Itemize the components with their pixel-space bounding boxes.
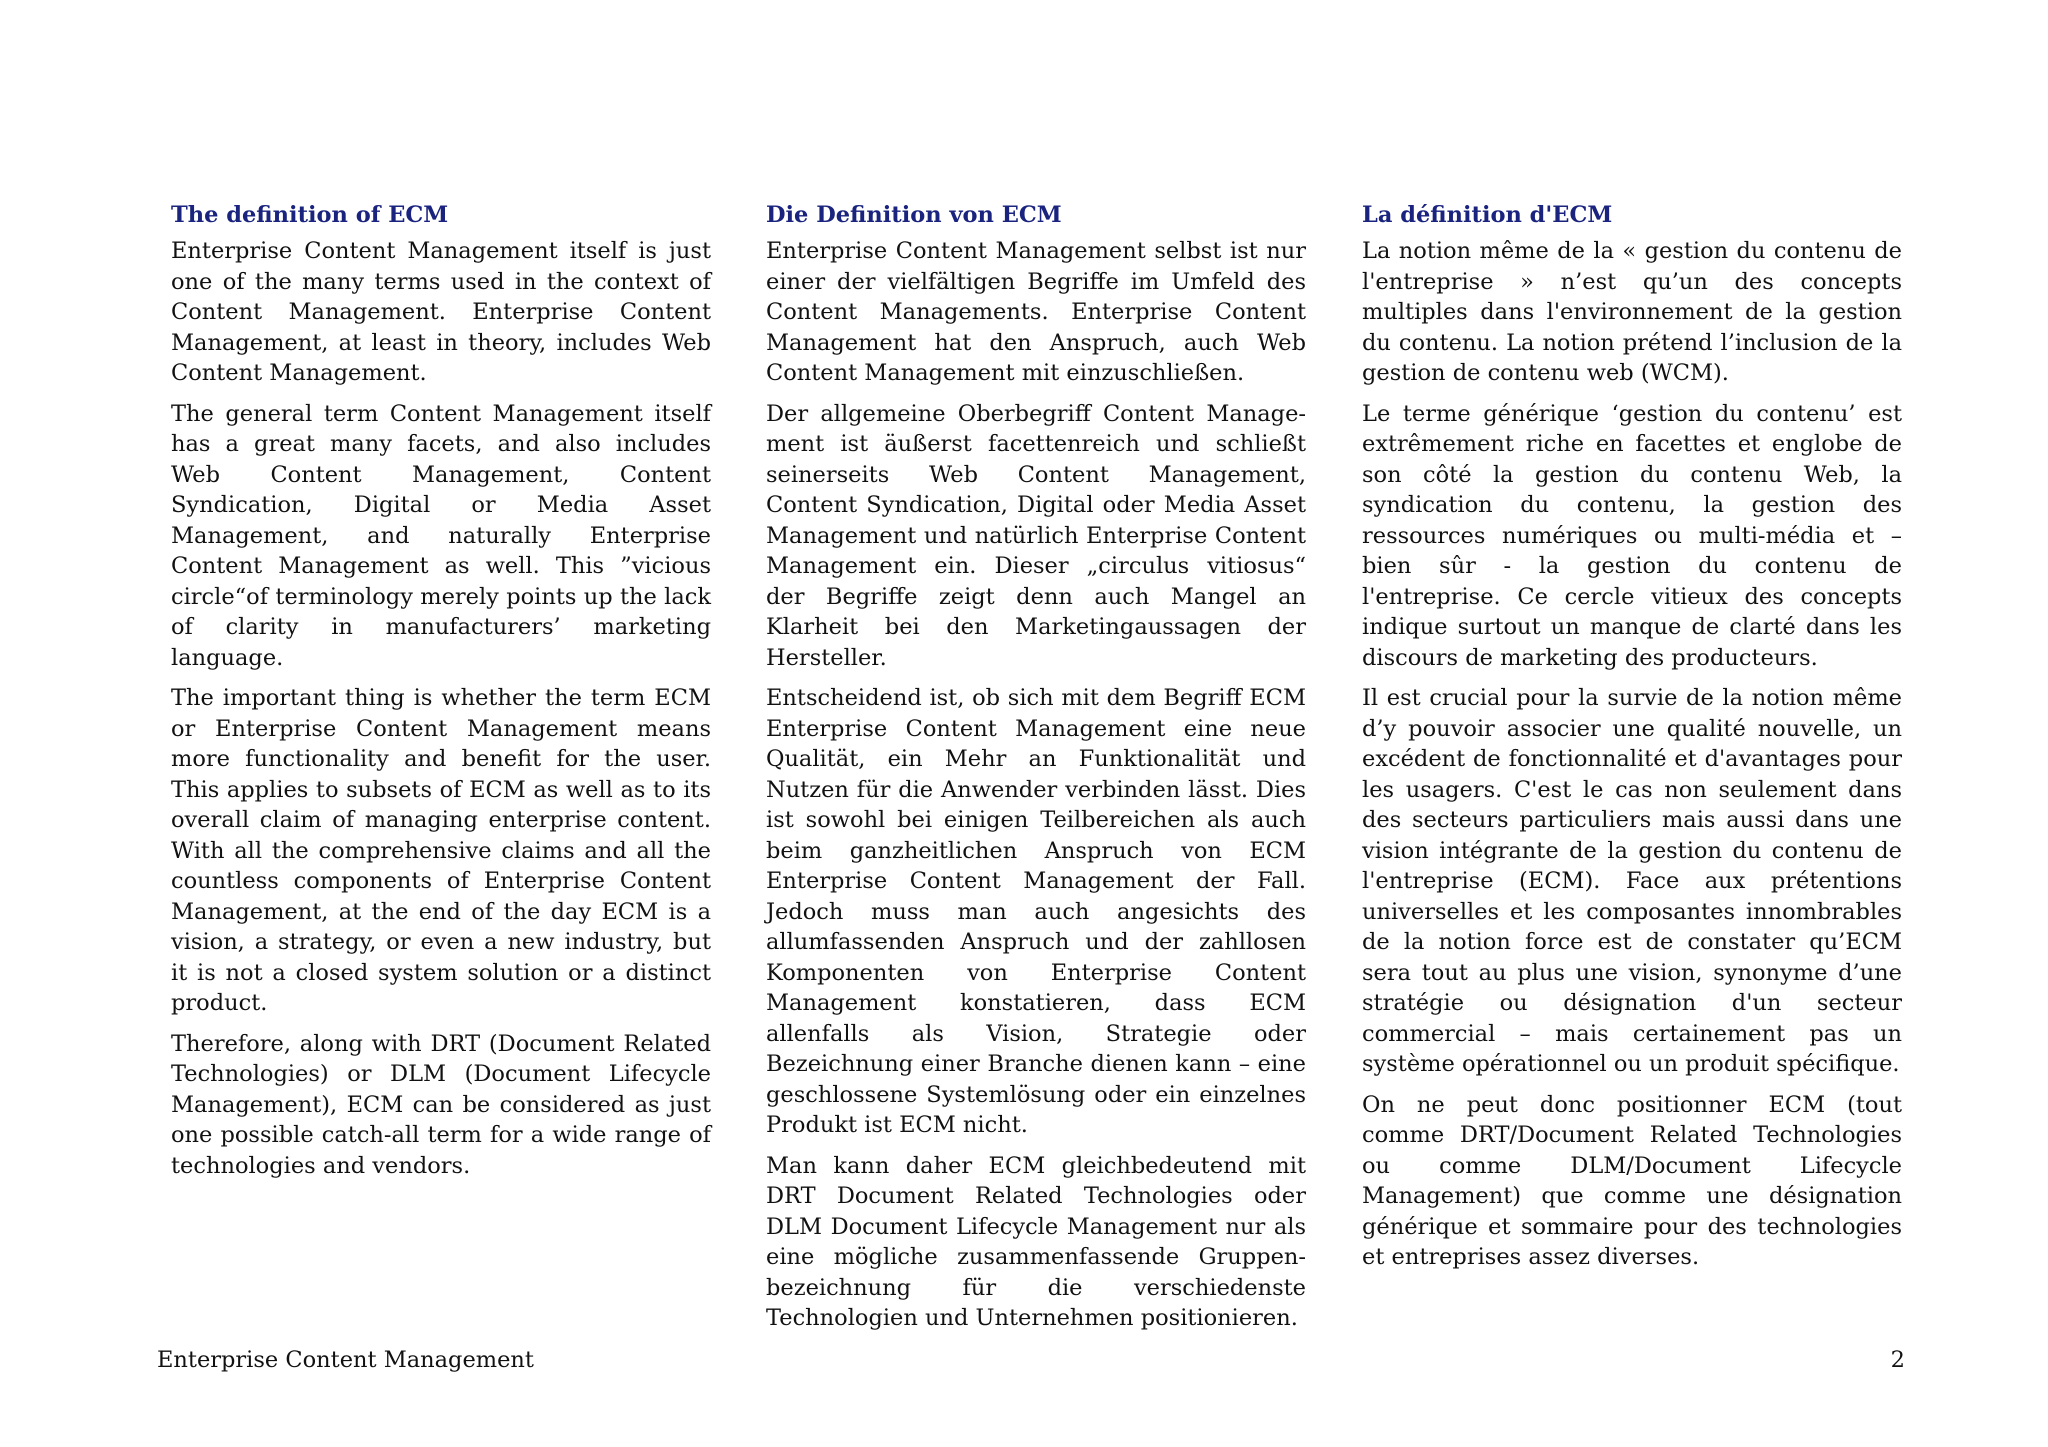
section-heading-german: Die Definition von ECM bbox=[766, 202, 1062, 228]
footer-title: Enterprise Content Management bbox=[157, 1347, 534, 1373]
paragraph: Entscheidend ist, ob sich mit dem Begriff ECM Enterprise Content Management eine neue Qualität, ein Mehr an Funktionalität und Nutzen für die Anwender verbinden lässt. Dies ist sowohl bei einigen Teilbereichen als auch beim ganzheitlichen Anspruch von ECM Enterprise Content Management der Fall. Jedoch muss man auch angesichts des allumfassenden Anspruch und der zahllosen Komponenten von Enterprise Content Management konstatieren, dass ECM allenfalls als Vision, Strategie oder Bezeichnung einer Branche dienen kann – eine geschlossene Systemlösung oder ein einzelnes Produkt ist ECM nicht. bbox=[766, 685, 1306, 1138]
section-heading-french: La définition d'ECM bbox=[1362, 202, 1613, 228]
column-french bbox=[1362, 196, 1902, 1283]
paragraph: The general term Content Management itself has a great many facets, and also includes Web Content Management, Content Syndication, Digital or Media Asset Management, and naturally Enterprise Content Management as well. This ”vicious circle“of terminology merely points up the lack of clarity in manufacturers’ marketing language. bbox=[171, 400, 711, 671]
paragraph: Enterprise Content Management selbst ist nur einer der vielfältigen Begriffe im Umfeld des Content Managements. Enterprise Content Management hat den Anspruch, auch Web Content Management mit einzuschließen. bbox=[766, 238, 1306, 386]
paragraph: La notion même de la « gestion du contenu de l'entreprise » n’est qu’un des concepts multiples dans l'environnement de la gestion du contenu. La notion prétend l’inclusion de la gestion de contenu web (WCM). bbox=[1362, 238, 1902, 386]
column-english bbox=[171, 196, 711, 1191]
paragraph: Der allgemeine Oberbegriff Content Manage-ment ist äußerst facettenreich und schließt seinerseits Web Content Management, Content Syndication, Digital oder Media Asset Management und natürlich Enterprise Content Management ein. Dieser „circulus vitiosus“ der Begriffe zeigt denn auch Mangel an Klarheit bei den Marketingaussagen der Hersteller. bbox=[766, 400, 1306, 671]
paragraph: On ne peut donc positionner ECM (tout comme DRT/Document Related Technologies ou comme DLM/Document Lifecycle Management) que comme une désignation générique et sommaire pour des technologies et entreprises assez diverses. bbox=[1362, 1091, 1902, 1270]
page-number: 2 bbox=[1890, 1347, 1905, 1373]
paragraph: Man kann daher ECM gleichbedeutend mit DRT Document Related Technologies oder DLM Document Lifecycle Management nur als eine mögliche zusammenfassende Gruppen-bezeichnung für die verschiedenste Technologien und Unternehmen positionieren. bbox=[766, 1152, 1306, 1331]
paragraph: Il est crucial pour la survie de la notion même d’y pouvoir associer une qualité nouvelle, un excédent de fonctionnalité et d'avantages pour les usagers. C'est le cas non seulement dans des secteurs particuliers mais aussi dans une vision intégrante de la gestion du contenu de l'entreprise (ECM). Face aux prétentions universelles et les composantes innombrables de la notion force est de constater qu’ECM sera tout au plus une vision, synonyme d’une stratégie ou désignation d'un secteur commercial – mais certainement pas un système opérationnel ou un produit spécifique. bbox=[1362, 685, 1902, 1077]
paragraph: The important thing is whether the term ECM or Enterprise Content Management means more functionality and benefit for the user. This applies to subsets of ECM as well as to its overall claim of managing enterprise content. With all the comprehensive claims and all the countless components of Enterprise Content Management, at the end of the day ECM is a vision, a strategy, or even a new industry, but it is not a closed system solution or a distinct product. bbox=[171, 685, 711, 1016]
paragraph: Therefore, along with DRT (Document Related Technologies) or DLM (Document Lifecycle Management), ECM can be considered as just one possible catch-all term for a wide range of technologies and vendors. bbox=[171, 1030, 711, 1179]
column-german bbox=[766, 196, 1306, 1344]
paragraph: Enterprise Content Management itself is just one of the many terms used in the context of Content Management. Enterprise Content Management, at least in theory, includes Web Content Management. bbox=[171, 238, 711, 386]
section-heading-english: The definition of ECM bbox=[171, 202, 449, 228]
paragraph: Le terme générique ‘gestion du contenu’ est extrêmement riche en facettes et englobe de son côté la gestion du contenu Web, la syndication du contenu, la gestion des ressources numériques ou multi-média et – bien sûr - la gestion du contenu de l'entreprise. Ce cercle vitieux des concepts indique surtout un manque de clarté dans les discours de marketing des producteurs. bbox=[1362, 400, 1902, 671]
